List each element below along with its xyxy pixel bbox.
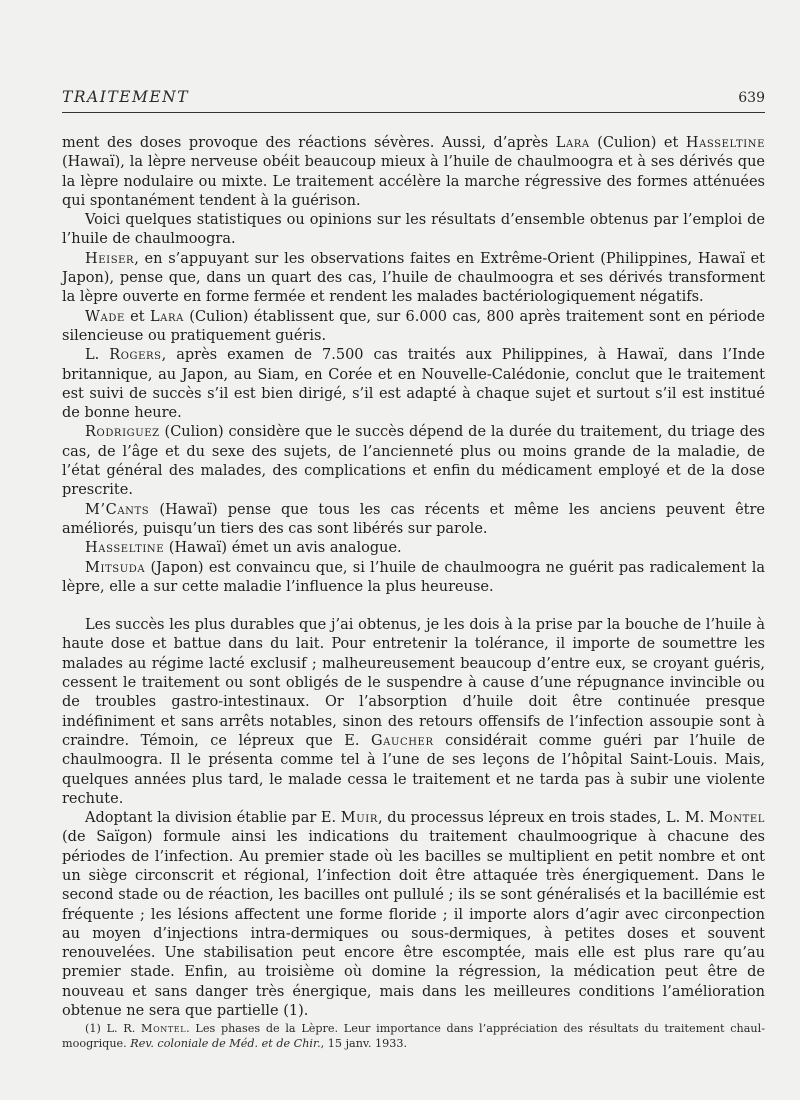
author-name: Heiser: [85, 250, 135, 267]
text-run: Les succès les plus durables que j’ai obtenus, je les dois à la prise par la bouche de l’huile à haute dose et battue dans du lait. Pour entretenir la tolérance, il importe de soumettre les malades au régime lacté exclusif ; malheureusement beaucoup d’entre eux, se croyant guéris, cessent le traitement ou sont obligés de le suspendre à cause d’une répugnance invincible ou de troubles gastro-intestinaux. Or l’absorption d’huile doit être continuée presque indéfiniment et sans arrêts notables, sinon des retours offensifs de l’infection assoupie sont à craindre. Témoin, ce lépreux que E.: [62, 617, 765, 749]
author-name: Lara: [149, 308, 184, 325]
paragraph: [62, 616, 765, 809]
paragraph: [62, 134, 765, 211]
text-run: (1) L. R.: [85, 1022, 142, 1035]
paragraph: [62, 539, 765, 558]
text-run: (Japon) est convaincu que, si l’huile de chaulmoogra ne guérit pas radicalement la lèpre, elle a sur cette maladie l’influence la plus heureuse.: [62, 559, 765, 595]
author-name: Mitsuda: [85, 559, 146, 576]
author-name: Hasseltine: [85, 540, 165, 557]
author-name: Hasseltine: [685, 135, 766, 151]
text-run: (Hawaï), la lèpre nerveuse obéit beaucoup mieux à l’huile de chaulmoogra et à ses dérivés que la lèpre nodulaire ou mixte. Le traitement accélère la marche régressive des formes atténuées qui spontanément tendent à la guérison.: [62, 154, 765, 209]
text-run: . Les phases de la Lèpre. Leur importance dans l’appréciation des résultats du traitement chaulmoogrique.: [62, 1022, 765, 1050]
author-name: M’Cants: [85, 501, 150, 518]
text-run: et: [124, 308, 150, 325]
journal-title: Rev. coloniale de Méd. et de Chir.: [130, 1037, 321, 1050]
author-name: Lara: [555, 135, 590, 151]
author-name: Montel: [141, 1022, 187, 1035]
paragraph: [62, 809, 765, 1021]
paragraph: [62, 559, 765, 598]
author-name: Rogers: [109, 347, 162, 364]
running-title: TRAITEMENT: [62, 88, 190, 106]
text-run: (Culion) et: [589, 135, 686, 151]
paragraph: [62, 250, 765, 308]
text-run: (Culion) établissent que, sur 6.000 cas, 800 après traitement sont en période silencieuse ou pratiquement guéris.: [62, 308, 765, 344]
text-run: Adoptant la division établie par E.: [85, 810, 341, 827]
text-run: , en s’appuyant sur les observations faites en Extrême-Orient (Philippines, Hawaï et Japon), pense que, dans un quart des cas, l’huile de chaulmoogra et ses dérivés transforment la lèpre ouverte en forme fermée et rendent les malades bactériologiquement négatifs.: [62, 250, 765, 306]
text-run: (Hawaï) pense que tous les cas récents et même les anciens peuvent être améliorés, puisqu’un tiers des cas sont libérés sur parole.: [62, 501, 765, 537]
author-name: Muir: [340, 810, 378, 827]
text-run: considérait comme guéri par l’huile de chaulmoogra. Il le présenta comme tel à l’une de ses leçons de l’hôpital Saint-Louis. Mais, quelques années plus tard, le malade cessa le traitement et ne tarda pas à subir une violente rechute.: [62, 732, 765, 807]
text-run: , après examen de 7.500 cas traités aux Philippines, à Hawaï, dans l’Inde britannique, au Japon, au Siam, en Corée et en Nouvelle-Calédonie, conclut que le traitement est suivi de succès s’il est bien dirigé, s’il est adapté à chaque sujet et surtout s’il est institué de bonne heure.: [62, 347, 765, 422]
paragraph: [62, 423, 765, 500]
text-run: (Culion) considère que le succès dépend de la durée du traitement, du triage des cas, de l’âge et du sexe des sujets, de l’ancienneté plus ou moins grande de la maladie, de l’état général des malades, des complications et enfin du médicament employé et de la dose prescrite.: [62, 424, 765, 499]
author-name: Montel: [708, 810, 765, 827]
text-run: , 15 janv. 1933.: [320, 1037, 408, 1050]
text-run: L.: [85, 347, 110, 364]
text-run: (Hawaï) émet un avis analogue.: [164, 540, 402, 557]
paragraph: [62, 308, 765, 347]
body-text: [62, 134, 765, 1021]
text-run: (de Saïgon) formule ainsi les indications du traitement chaulmoogrique à chacune des périodes de l’infection. Au premier stade où les bacilles se multiplient en petit nombre et ont un siège circonscrit et régional, l’infection doit être attaquée très énergiquement. Dans le second stade ou de réaction, les bacilles ont pullulé ; ils se sont généralisés et la bacillémie est fréquente ; les lésions affectent une forme floride ; il importe alors d’agir avec circonpection au moyen d’injections intra-dermiques ou sous-dermiques, à petites doses et souvent renouvelées. Une stabilisation peut encore être escomptée, mais elle est plus rare qu’au premier stade. Enfin, au troisième où domine la régression, la médication peut être de nouveau et sans danger très énergique, mais dans les meilleures conditions l’amélioration obtenue ne sera que partielle (1).: [62, 829, 765, 1020]
text-run: , du processus lépreux en trois stades, L. M.: [377, 810, 709, 827]
paragraph: [62, 346, 765, 423]
text-run: Voici quelques statistiques ou opinions sur les résultats d’ensemble obtenus par l’emploi de l’huile de chaulmoogra.: [62, 212, 765, 248]
author-name: Gaucher: [370, 732, 434, 749]
author-name: Wade: [85, 308, 125, 325]
page-header: [62, 88, 765, 113]
paragraph: [62, 501, 765, 540]
footnote-text: [62, 1021, 765, 1051]
footnote: [62, 1021, 765, 1051]
author-name: Rodriguez: [85, 424, 160, 441]
text-run: ment des doses provoque des réactions sévères. Aussi, d’après: [62, 135, 556, 151]
page-number: 639: [738, 90, 765, 106]
paragraph: [62, 211, 765, 250]
